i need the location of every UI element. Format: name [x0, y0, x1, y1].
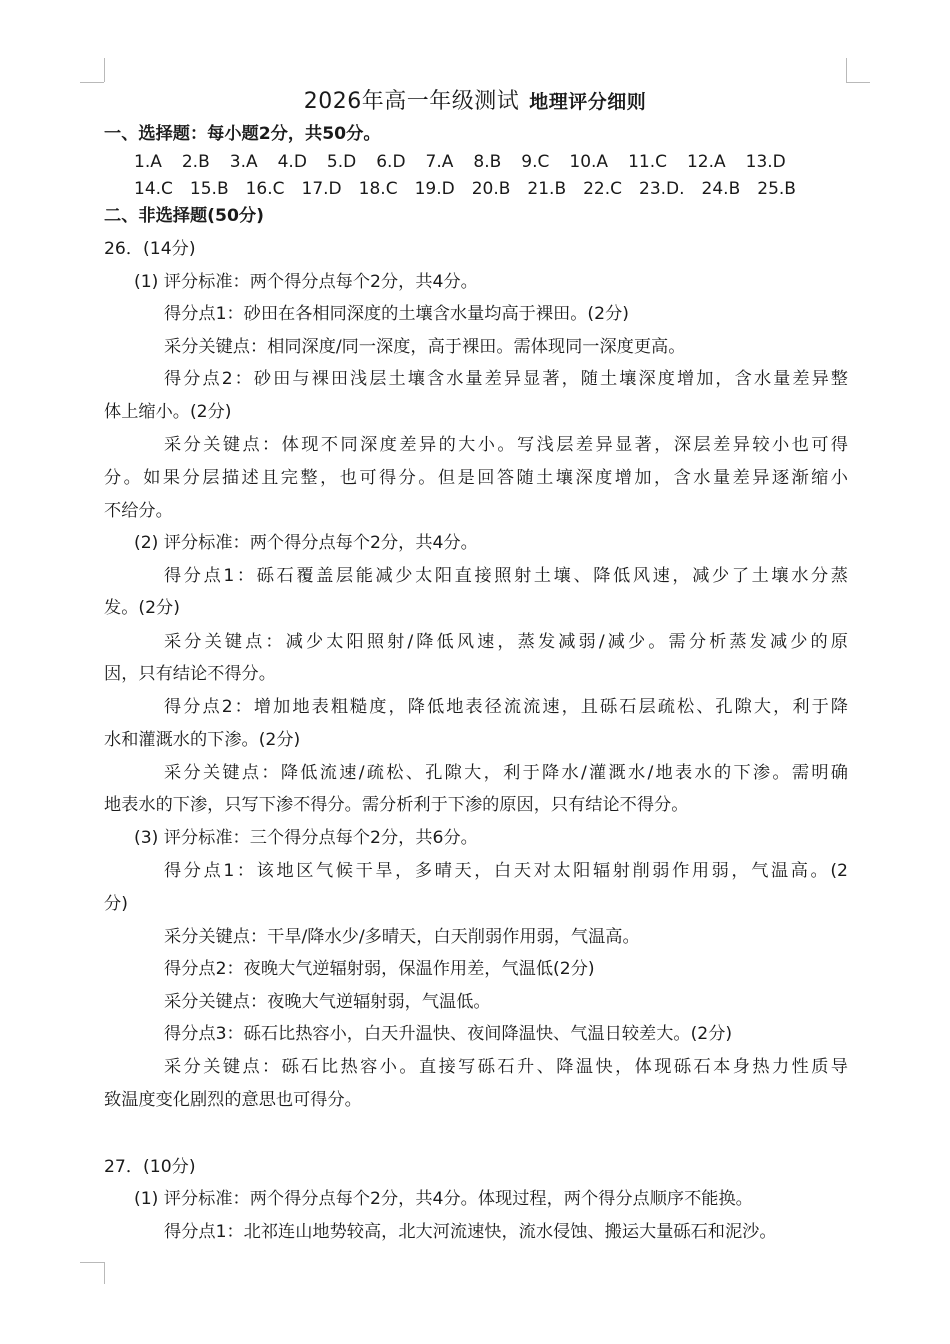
answer-item: 13.D — [745, 152, 786, 172]
crop-mark-top-left — [100, 58, 105, 82]
q26-p3-point1-line2: 分) — [104, 894, 128, 914]
crop-mark-top-left-h — [80, 81, 104, 83]
q26-p3-point1-line1: 得分点1：该地区气候干旱，多晴天，白天对太阳辐射削弱作用弱，气温高。(2 — [164, 861, 848, 881]
q26-p3-key1: 采分关键点：干旱/降水少/多晴天，白天削弱作用弱，气温高。 — [164, 927, 640, 947]
answer-item: 9.C — [521, 152, 550, 172]
answer-item: 17.D — [301, 179, 342, 199]
answer-item: 2.B — [181, 152, 210, 172]
answer-item: 5.D — [326, 152, 357, 172]
answer-item: 8.B — [473, 152, 502, 172]
q26-p1-point2-line1: 得分点2：砂田与裸田浅层土壤含水量差异显著，随土壤深度增加，含水量差异整 — [164, 369, 848, 389]
answer-item: 23.D. — [639, 179, 685, 199]
q26-p1-standard: (1) 评分标准：两个得分点每个2分，共4分。 — [134, 272, 478, 292]
q26-p2-key1-line2: 因，只有结论不得分。 — [104, 664, 276, 684]
q26-p1-point1: 得分点1：砂田在各相同深度的土壤含水量均高于裸田。(2分) — [164, 304, 629, 324]
answer-item: 3.A — [229, 152, 258, 172]
answer-item: 6.D — [376, 152, 406, 172]
answer-item: 15.B — [189, 179, 229, 199]
q26-p1-key1: 采分关键点：相同深度/同一深度，高于裸田。需体现同一深度更高。 — [164, 337, 686, 357]
q26-p3-point2: 得分点2：夜晚大气逆辐射弱，保温作用差，气温低(2分) — [164, 959, 595, 979]
crop-mark-top-right-h — [846, 81, 870, 83]
q26-p2-key2-line1: 采分关键点：降低流速/疏松、孔隙大，利于降水/灌溉水/地表水的下渗。需明确 — [164, 763, 848, 783]
title-main: 2026年高一年级测试 — [303, 89, 520, 114]
q26-p1-point2-line2: 体上缩小。(2分) — [104, 402, 232, 422]
q26-p2-point1-line1: 得分点1：砾石覆盖层能减少太阳直接照射土壤、降低风速，减少了土壤水分蒸 — [164, 566, 848, 586]
q26-p3-key3-line1: 采分关键点：砾石比热容小。直接写砾石升、降温快，体现砾石本身热力性质导 — [164, 1057, 848, 1077]
q26-p2-point2-line2: 水和灌溉水的下渗。(2分) — [104, 730, 301, 750]
answer-item: 7.A — [425, 152, 454, 172]
answers-row-2 — [134, 177, 848, 201]
answer-item: 21.B — [527, 179, 567, 199]
q27-p1-standard: (1) 评分标准：两个得分点每个2分，共4分。体现过程，两个得分点顺序不能换。 — [134, 1189, 753, 1209]
answer-item: 16.C — [245, 179, 285, 199]
q26-p1-key2-line3: 不给分。 — [104, 501, 173, 521]
q26-heading: 26．(14分) — [104, 239, 196, 259]
crop-mark-bottom-left-h — [80, 1262, 104, 1264]
answer-item: 4.D — [277, 152, 307, 172]
crop-mark-top-right — [846, 58, 848, 82]
answer-item: 18.C — [358, 179, 398, 199]
q26-p2-key2-line2: 地表水的下渗，只写下渗不得分。需分析利于下渗的原因，只有结论不得分。 — [104, 795, 689, 815]
answer-item: 14.C — [134, 179, 173, 199]
q26-p2-key1-line1: 采分关键点：减少太阳照射/降低风速，蒸发减弱/减少。需分析蒸发减少的原 — [164, 632, 848, 652]
q27-p1-point1: 得分点1：北祁连山地势较高，北大河流速快，流水侵蚀、搬运大量砾石和泥沙。 — [164, 1222, 777, 1242]
answer-item: 22.C — [583, 179, 623, 199]
q26-p2-standard: (2) 评分标准：两个得分点每个2分，共4分。 — [134, 533, 478, 553]
answer-item: 20.B — [471, 179, 511, 199]
section1-heading: 一、选择题：每小题2分，共50分。 — [104, 124, 381, 144]
q27-heading: 27．(10分) — [104, 1157, 196, 1177]
answer-item: 1.A — [134, 152, 162, 172]
q26-p3-standard: (3) 评分标准：三个得分点每个2分，共6分。 — [134, 828, 478, 848]
answers-row-1 — [134, 150, 848, 174]
answer-item: 11.C — [628, 152, 667, 172]
q26-p3-key2: 采分关键点：夜晚大气逆辐射弱，气温低。 — [164, 992, 491, 1012]
q26-p2-point2-line1: 得分点2：增加地表粗糙度，降低地表径流流速，且砾石层疏松、孔隙大，利于降 — [164, 697, 848, 717]
answer-item: 12.A — [686, 152, 726, 172]
q26-p2-point1-line2: 发。(2分) — [104, 598, 180, 618]
answer-item: 19.D — [414, 179, 455, 199]
q26-p1-key2-line2: 分。如果分层描述且完整，也可得分。但是回答随土壤深度增加，含水量差异逐渐缩小 — [104, 468, 848, 488]
answer-item: 25.B — [757, 179, 796, 199]
crop-mark-bottom-left — [100, 1262, 105, 1284]
q26-p3-point3: 得分点3：砾石比热容小，白天升温快、夜间降温快、气温日较差大。(2分) — [164, 1024, 733, 1044]
answer-item: 10.A — [569, 152, 609, 172]
q26-p1-key2-line1: 采分关键点：体现不同深度差异的大小。写浅层差异显著，深层差异较小也可得 — [164, 435, 848, 455]
document-title — [0, 84, 950, 115]
answer-item: 24.B — [701, 179, 741, 199]
q26-p3-key3-line2: 致温度变化剧烈的意思也可得分。 — [104, 1090, 362, 1110]
title-sub: 地理评分细则 — [529, 91, 647, 113]
section2-heading: 二、非选择题(50分) — [104, 206, 264, 226]
